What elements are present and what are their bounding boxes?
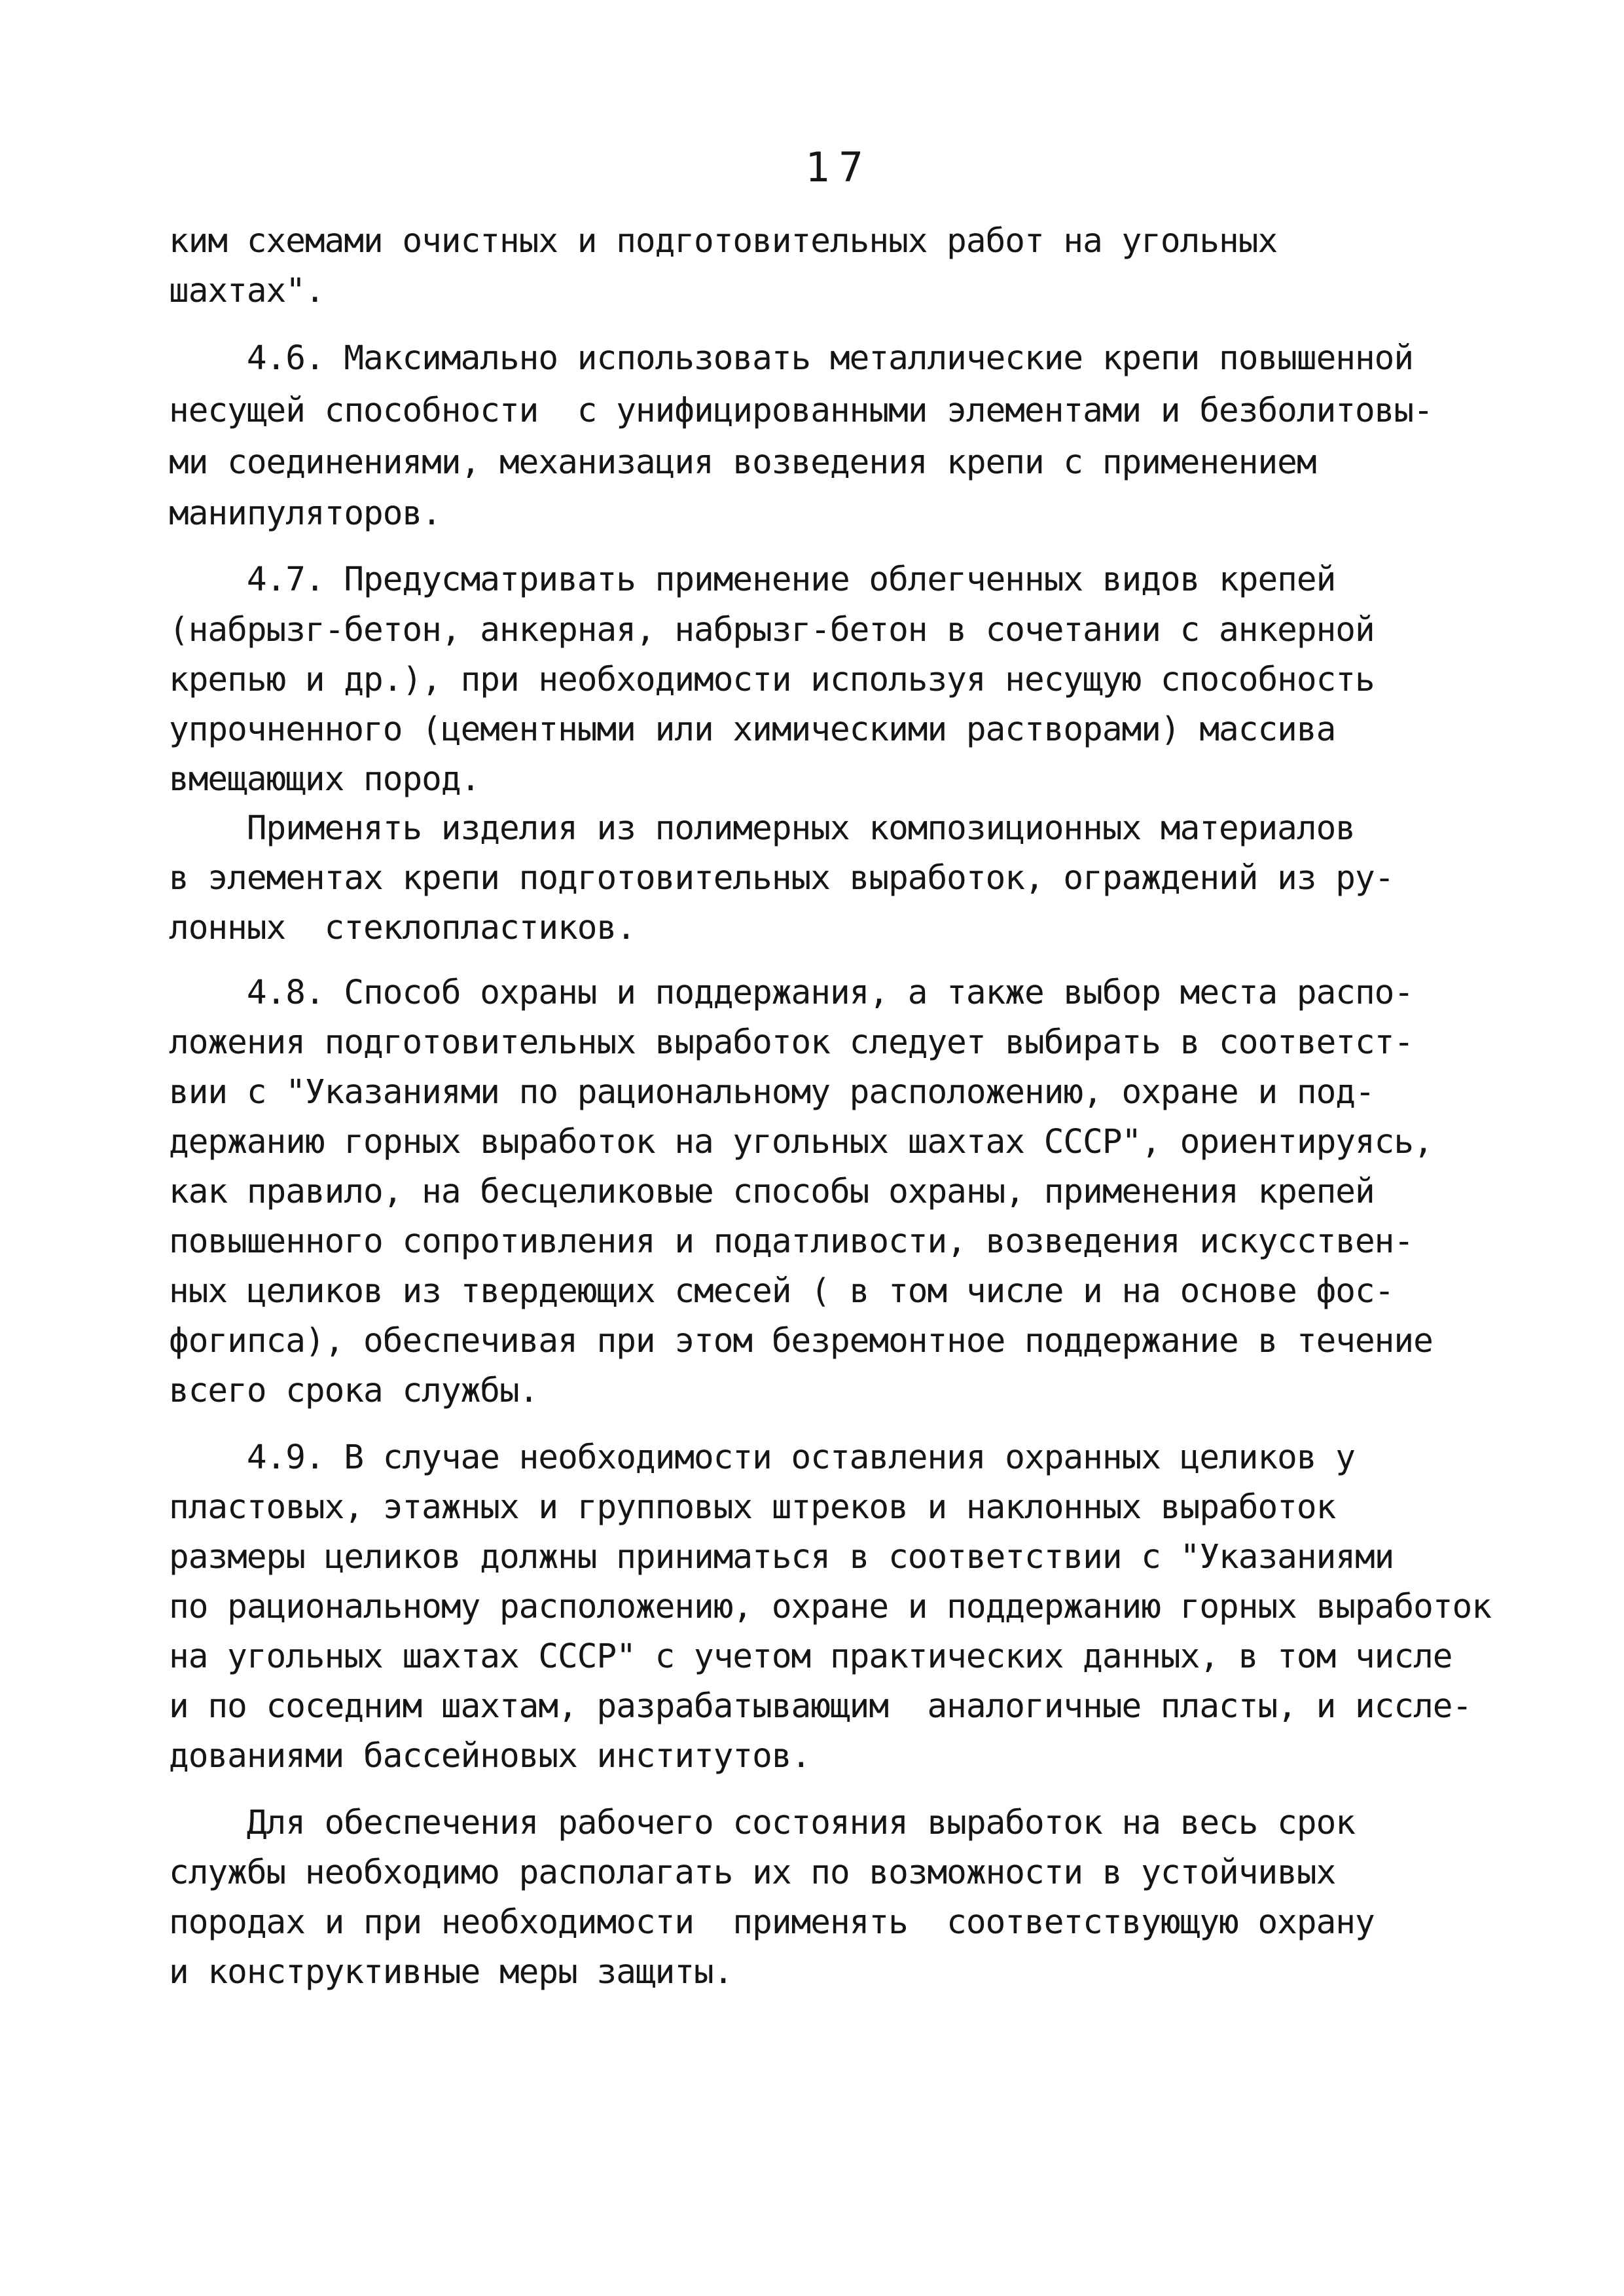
text-line: дованиями бассейновых институтов. xyxy=(169,1737,811,1776)
text-line: 4.8. Способ охраны и поддержания, а также выбор места распо- xyxy=(169,974,1414,1012)
text-line: (набрызг-бетон, анкерная, набрызг-бетон в сочетании с анкерной xyxy=(169,611,1375,649)
text-line: породах и при необходимости применять соответствующую охрану xyxy=(169,1903,1375,1942)
text-line: держанию горных выработок на угольных шахтах СССР", ориентируясь, xyxy=(169,1123,1433,1161)
text-line: 4.9. В случае необходимости оставления охранных целиков у xyxy=(169,1438,1355,1477)
text-line: ми соединениями, механизация возведения крепи с применением xyxy=(169,443,1316,482)
text-line: 4.6. Максимально использовать металлические крепи повышенной xyxy=(169,339,1414,378)
text-line: службы необходимо располагать их по возможности в устойчивых xyxy=(169,1853,1336,1892)
text-line: вии с "Указаниями по рациональному расположению, охране и под- xyxy=(169,1073,1375,1112)
text-line: повышенного сопротивления и податливости, возведения искусствен- xyxy=(169,1222,1414,1261)
text-line: 4.7. Предусматривать применение облегченных видов крепей xyxy=(169,560,1336,599)
text-line: ким схемами очистных и подготовительных работ на угольных xyxy=(169,222,1278,261)
text-line: по рациональному расположению, охране и поддержанию горных выработок xyxy=(169,1588,1491,1626)
text-line: всего срока службы. xyxy=(169,1372,539,1410)
text-line: ных целиков из твердеющих смесей ( в том числе и на основе фос- xyxy=(169,1272,1394,1311)
text-line: фогипса), обеспечивая при этом безремонтное поддержание в течение xyxy=(169,1322,1433,1360)
text-line: в элементах крепи подготовительных выработок, ограждений из ру- xyxy=(169,859,1394,898)
text-line: вмещающих пород. xyxy=(169,760,480,799)
text-line: шахтах". xyxy=(169,272,325,310)
text-line: ложения подготовительных выработок следует выбирать в соответст- xyxy=(169,1023,1414,1062)
text-line: манипуляторов. xyxy=(169,494,441,533)
text-line: на угольных шахтах СССР" с учетом практических данных, в том числе xyxy=(169,1637,1453,1676)
text-line: как правило, на бесцеликовые способы охраны, применения крепей xyxy=(169,1173,1375,1211)
text-line: и по соседним шахтам, разрабатывающим аналогичные пласты, и иссле- xyxy=(169,1687,1472,1726)
text-line: несущей способности с унифицированными элементами и безболитовы- xyxy=(169,392,1433,430)
text-line: упрочненного (цементными или химическими растворами) массива xyxy=(169,710,1336,749)
text-line: размеры целиков должны приниматься в соответствии с "Указаниями xyxy=(169,1538,1394,1576)
text-line: и конструктивные меры защиты. xyxy=(169,1953,733,1992)
text-line: пластовых, этажных и групповых штреков и наклонных выработок xyxy=(169,1488,1336,1527)
text-line: крепью и др.), при необходимости используя несущую способность xyxy=(169,661,1375,699)
page-number: 17 xyxy=(805,143,873,191)
text-line: лонных стеклопластиков. xyxy=(169,909,636,947)
text-line: Для обеспечения рабочего состояния выработок на весь срок xyxy=(169,1804,1355,1842)
text-line: Применять изделия из полимерных композиционных материалов xyxy=(169,809,1355,848)
